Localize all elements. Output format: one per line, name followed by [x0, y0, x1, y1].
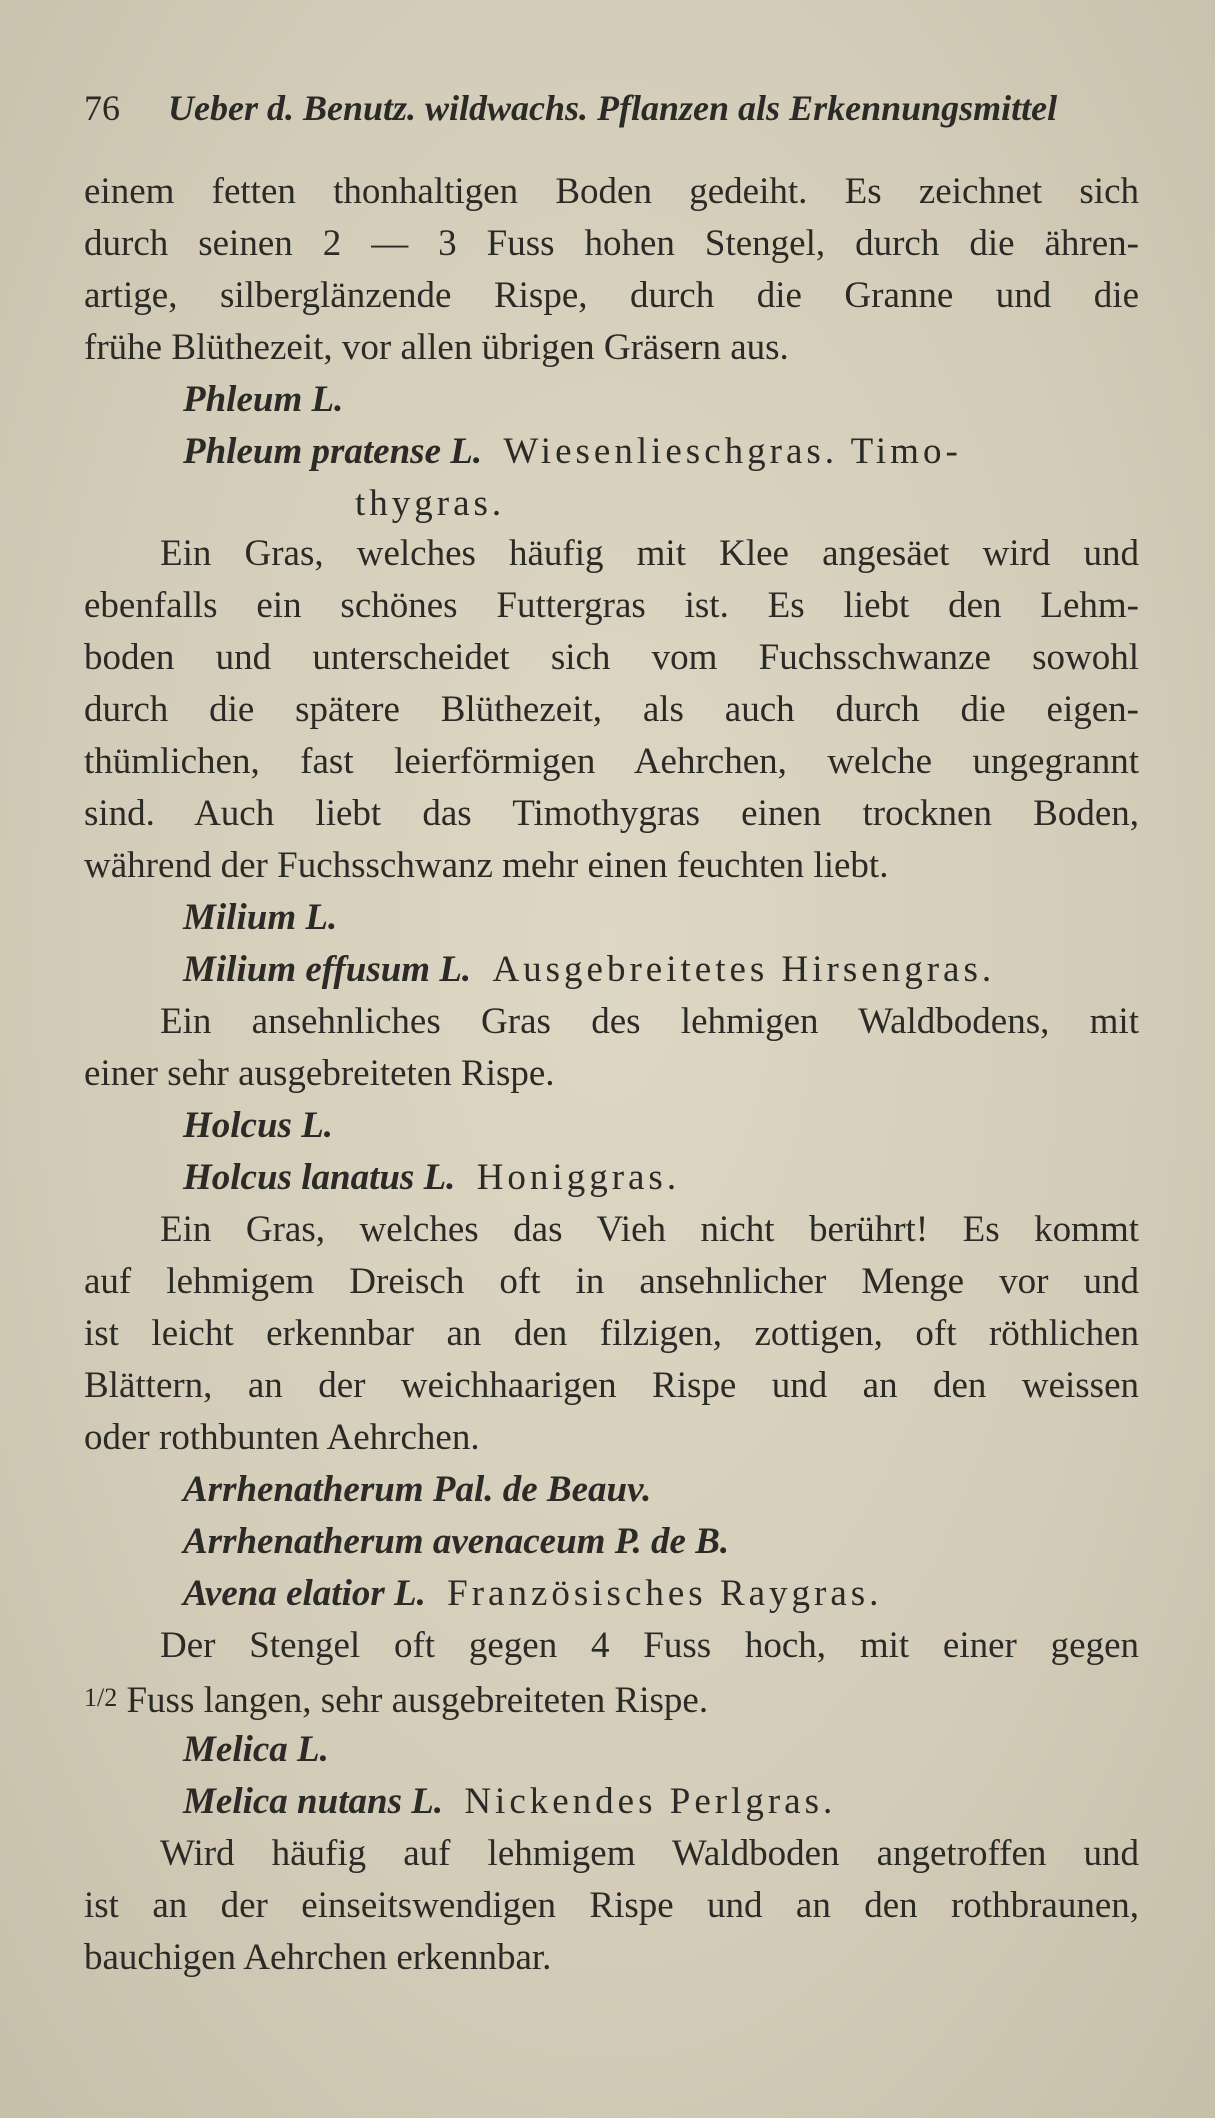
genus-heading: Phleum L. — [183, 379, 344, 420]
text-line: auf lehmigem Dreisch oft in ansehnlicher Menge vor und — [84, 1261, 1139, 1302]
common-name-continuation: thygras. — [355, 483, 506, 524]
genus-heading: Melica L. — [183, 1729, 329, 1770]
page-number: 76 — [84, 88, 120, 128]
text-line: Der Stengel oft gegen 4 Fuss hoch, mit einer gegen — [160, 1625, 1139, 1666]
species-heading — [183, 430, 962, 474]
species-name: Phleum pratense — [183, 431, 441, 472]
text-line: sind. Auch liebt das Timothygras einen trocknen Boden, — [84, 793, 1139, 834]
text-line: ebenfalls ein schönes Futtergras ist. Es liebt den Lehm- — [84, 585, 1139, 626]
species-name: Milium effusum — [183, 949, 431, 990]
text-span: Fuss langen, sehr ausgebreiteten Rispe. — [126, 1680, 709, 1721]
text-line: ist leicht erkennbar an den filzigen, zottigen, oft röthlichen — [84, 1313, 1139, 1354]
text-line: frühe Blüthezeit, vor allen übrigen Gräsern aus. — [84, 327, 789, 368]
species-author: L. — [411, 1781, 444, 1822]
species-heading — [183, 1572, 882, 1616]
common-name: Wiesenlieschgras. Timo- — [503, 431, 962, 472]
species-heading — [183, 1156, 680, 1200]
species-author: L. — [394, 1573, 426, 1614]
species-name: Melica nutans — [183, 1781, 402, 1822]
common-name: Französisches Raygras. — [447, 1573, 883, 1614]
genus-heading: Arrhenatherum Pal. de Beauv. — [183, 1469, 652, 1510]
text-line: durch seinen 2 — 3 Fuss hohen Stengel, durch die ähren- — [84, 223, 1139, 264]
text-line: ist an der einseitswendigen Rispe und an den rothbraunen, — [84, 1885, 1139, 1926]
species-heading — [183, 1780, 836, 1824]
species-heading: Arrhenatherum avenaceum P. de B. — [183, 1521, 730, 1562]
text-line: oder rothbunten Aehrchen. — [84, 1417, 480, 1458]
species-name: Avena elatior — [183, 1573, 385, 1614]
common-name: Nickendes Perlgras. — [464, 1781, 837, 1822]
species-name: Holcus lanatus — [183, 1157, 415, 1198]
text-line: einem fetten thonhaltigen Boden gedeiht. Es zeichnet sich — [84, 171, 1139, 212]
text-line: während der Fuchsschwanz mehr einen feuchten liebt. — [84, 845, 889, 886]
text-line: einer sehr ausgebreiteten Rispe. — [84, 1053, 555, 1094]
species-author: L. — [439, 949, 472, 990]
text-line: Wird häufig auf lehmigem Waldboden angetroffen und — [160, 1833, 1139, 1874]
species-author: L. — [423, 1157, 456, 1198]
common-name: Ausgebreitetes Hirsengras. — [492, 949, 996, 990]
text-line: Ein ansehnliches Gras des lehmigen Waldbodens, mit — [160, 1001, 1139, 1042]
common-name: Honiggras. — [476, 1157, 681, 1198]
text-line — [84, 1676, 708, 1723]
species-heading — [183, 948, 995, 992]
species-author: L. — [450, 431, 483, 472]
text-line: Ein Gras, welches häufig mit Klee angesäet wird und — [160, 533, 1139, 574]
genus-heading: Holcus L. — [183, 1105, 334, 1146]
text-line: thümlichen, fast leierförmigen Aehrchen, welche ungegrannt — [84, 741, 1139, 782]
text-line: artige, silberglänzende Rispe, durch die Granne und die — [84, 275, 1139, 316]
fraction: 1/2 — [84, 1683, 118, 1712]
text-line: bauchigen Aehrchen erkennbar. — [84, 1937, 552, 1978]
page-header — [84, 86, 1057, 130]
text-line: Ein Gras, welches das Vieh nicht berührt! Es kommt — [160, 1209, 1139, 1250]
genus-heading: Milium L. — [183, 897, 338, 938]
text-line: durch die spätere Blüthezeit, als auch durch die eigen- — [84, 689, 1139, 730]
running-title: Ueber d. Benutz. wildwachs. Pflanzen als Erkennungsmittel — [168, 88, 1058, 128]
text-line: Blättern, an der weichhaarigen Rispe und an den weissen — [84, 1365, 1139, 1406]
text-line: boden und unterscheidet sich vom Fuchsschwanze sowohl — [84, 637, 1139, 678]
